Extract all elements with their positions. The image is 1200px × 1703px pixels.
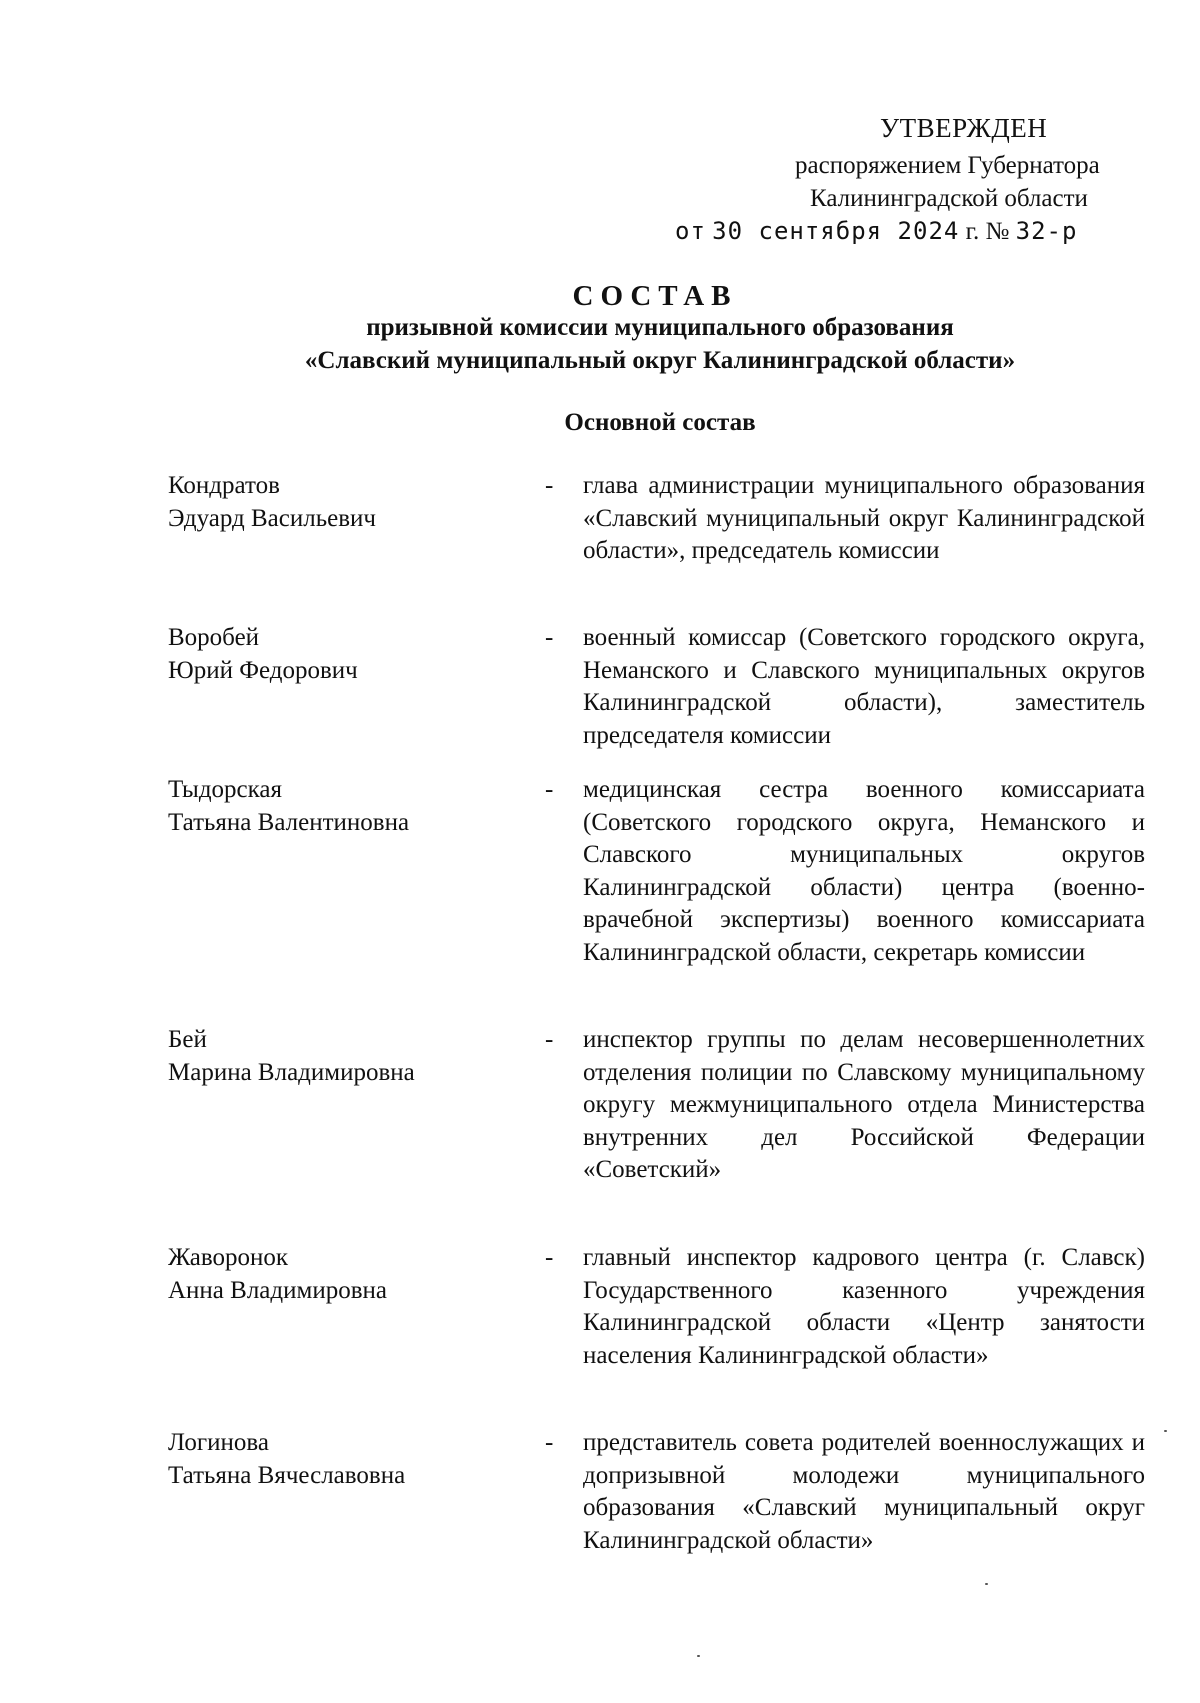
scan-speck <box>985 1583 988 1585</box>
document-subtitle-line2: «Славский муниципальный округ Калининградской области» <box>304 347 1016 374</box>
member-surname: Воробей <box>168 624 260 651</box>
approval-year-suffix: г. № <box>965 218 1010 245</box>
approval-date-line <box>675 215 1077 248</box>
approval-authority: распоряжением Губернатора <box>795 152 1100 179</box>
member-role: главный инспектор кадрового центра (г. Славск) Государственного казенного учреждения Калининградской области «Центр занятости населения Калининградской области» <box>583 1244 1145 1369</box>
member-surname: Логинова <box>168 1429 269 1456</box>
document-subtitle-line1: призывной комиссии муниципального образования <box>366 314 954 341</box>
member-dash: - <box>545 624 554 651</box>
member-dash: - <box>545 1244 554 1271</box>
member-name <box>168 470 528 535</box>
approval-word: УТВЕРЖДЕН <box>880 113 1048 143</box>
member-role: инспектор группы по делам несовершеннолетних отделения полиции по Славскому муниципальному округу межмуниципального отдела Министерства внутренних дел Российской Федерации «Советский» <box>583 1026 1145 1183</box>
member-dash: - <box>545 472 554 499</box>
member-name <box>168 1427 528 1492</box>
member-role: военный комиссар (Советского городского округа, Неманского и Славского муниципальных округов Калининградской области), заместитель председателя комиссии <box>583 624 1145 749</box>
member-surname: Кондратов <box>168 472 280 499</box>
member-surname: Тыдорская <box>168 776 283 803</box>
member-given-name: Юрий Федорович <box>168 656 358 684</box>
approval-region: Калининградской области <box>810 185 1088 212</box>
member-role: медицинская сестра военного комиссариата (Советского городского округа, Неманского и Славского муниципальных округов Калининградской области) центра (военно-врачебной экспертизы) военного комиссариата Калининградской области, секретарь комиссии <box>583 776 1145 966</box>
member-given-name: Эдуард Васильевич <box>168 504 376 532</box>
section-heading: Основной состав <box>564 409 756 436</box>
approval-date-prefix: от <box>675 217 706 245</box>
member-name <box>168 622 528 687</box>
scan-speck <box>1164 1430 1167 1432</box>
member-dash: - <box>545 1429 554 1456</box>
member-given-name: Татьяна Валентиновна <box>168 808 410 836</box>
member-dash: - <box>545 776 554 803</box>
member-role: глава администрации муниципального образования «Славский муниципальный округ Калининградской области», председатель комиссии <box>583 472 1145 564</box>
member-given-name: Марина Владимировна <box>168 1058 415 1086</box>
member-dash: - <box>545 1026 554 1053</box>
approval-date-value: 30 сентября 2024 <box>712 217 960 245</box>
member-name <box>168 1242 528 1307</box>
member-role: представитель совета родителей военнослужащих и допризывной молодежи муниципального образования «Славский муниципальный округ Калининградской области» <box>583 1429 1145 1554</box>
member-surname: Жаворонок <box>168 1244 289 1271</box>
member-name <box>168 774 528 839</box>
approval-number: 32-р <box>1015 217 1078 245</box>
document-title: СОСТАВ <box>572 280 738 312</box>
member-given-name: Татьяна Вячеславовна <box>168 1461 406 1489</box>
member-surname: Бей <box>168 1026 207 1053</box>
member-given-name: Анна Владимировна <box>168 1276 387 1304</box>
member-name <box>168 1024 528 1089</box>
scan-speck <box>697 1655 700 1657</box>
